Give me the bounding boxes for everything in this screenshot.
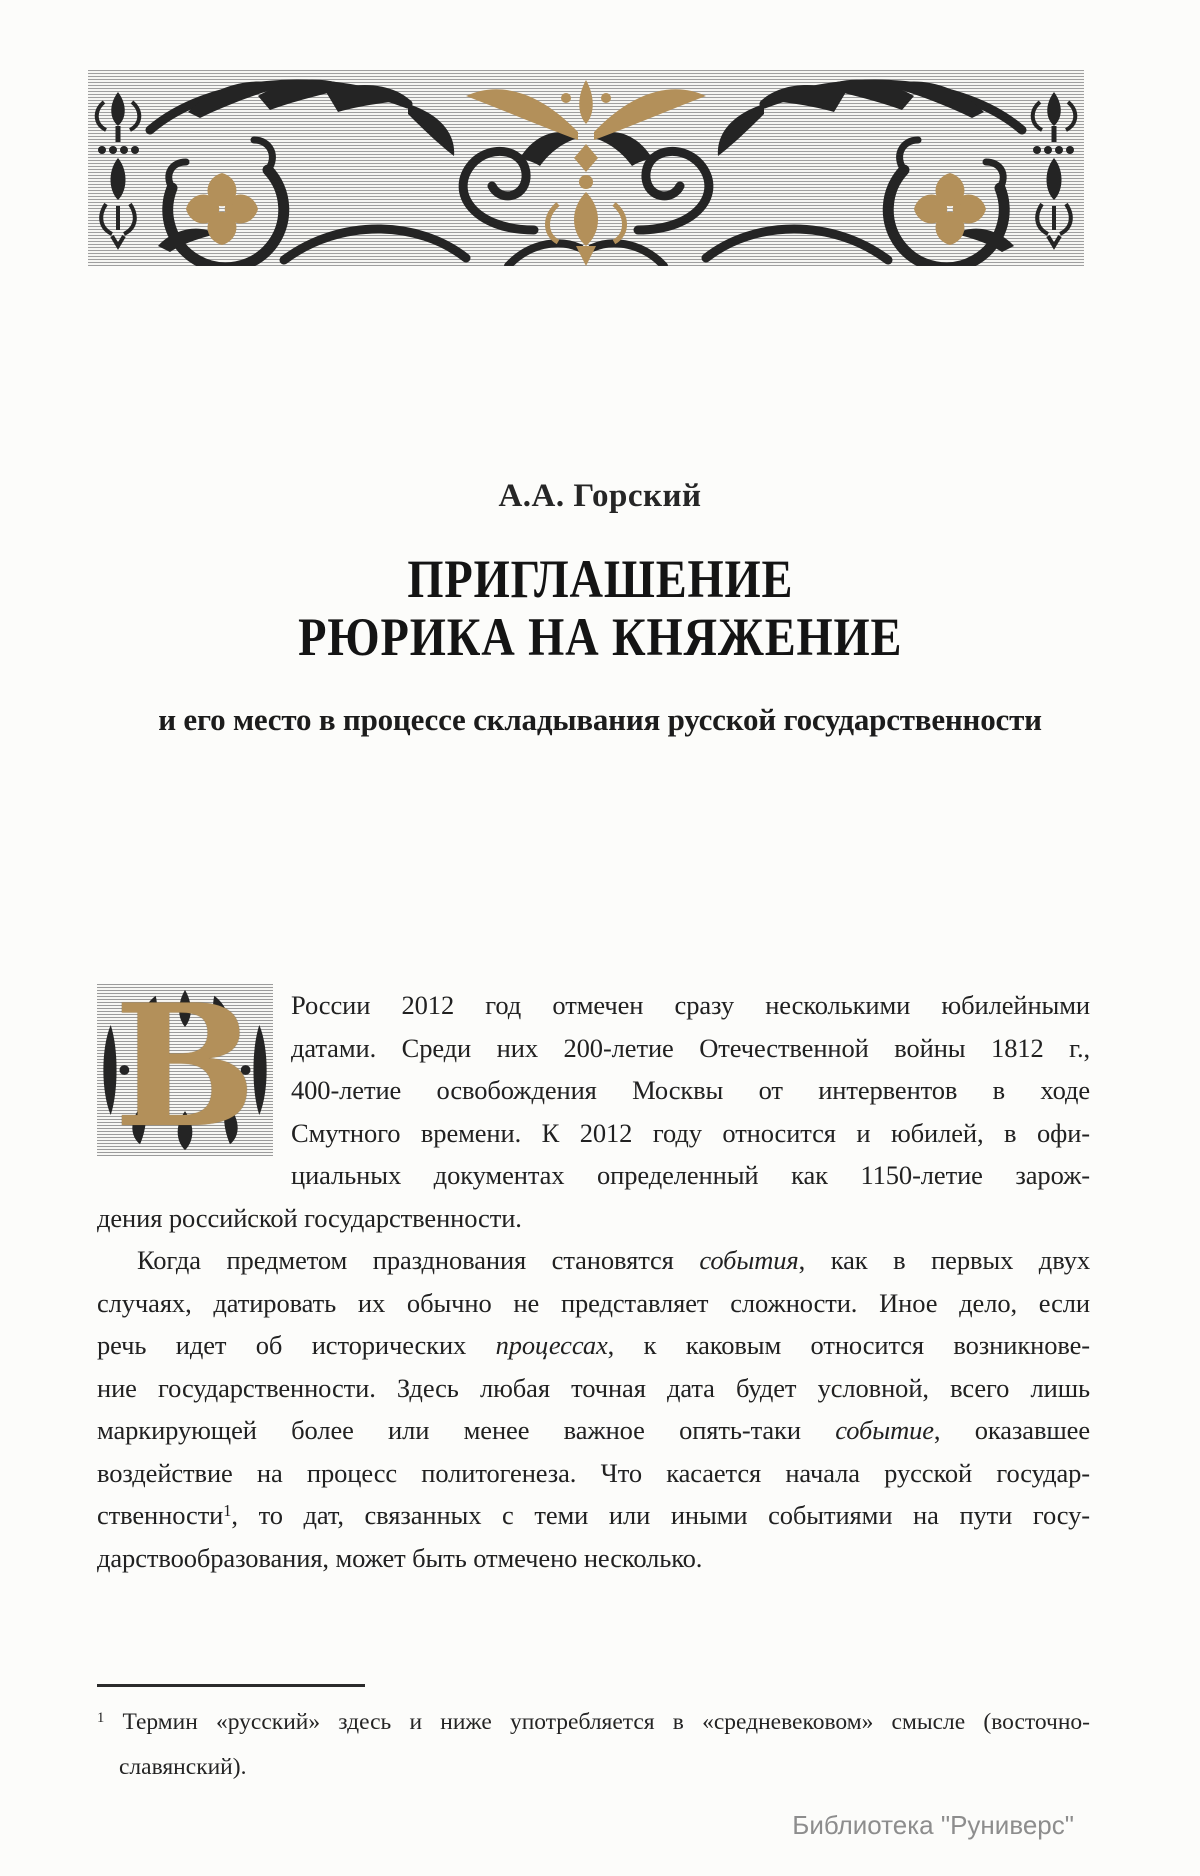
text-line [97,1409,1090,1452]
text-segment: Смутного времени. К 2012 году относится и юбилей, в офи- [291,1117,1090,1148]
article-title [0,550,1200,666]
text-segment: Когда предметом празднования становятся [137,1245,700,1275]
text-line [291,1112,1090,1155]
drop-cap-letter: В [114,967,256,1165]
text-segment: ние государственности. Здесь любая точная дата будет условной, всего лишь [97,1372,1090,1403]
author-name: А.А. Горский [498,478,702,514]
text-segment: , как в первых двух [798,1245,1090,1275]
text-segment: дарствообразования, может быть отмечено несколько. [97,1542,703,1573]
text-line [97,1494,1090,1537]
text-line [291,1069,1090,1112]
text-line [97,1282,1090,1325]
italic-segment: события [699,1245,799,1275]
text-segment: , оказавшее [933,1415,1090,1445]
text-line [97,1537,1090,1580]
text-segment: речь идет об исторических [97,1330,496,1360]
italic-segment: процессах [495,1330,608,1360]
text-line [291,984,1090,1027]
text-segment: 400-летие освобождения Москвы от интервентов в ходе [291,1075,1090,1105]
decorative-headpiece [88,70,1084,266]
text-segment: России 2012 год отмечен сразу несколькими юбилейными [291,990,1090,1020]
text-line [97,1239,1090,1282]
text-segment: воздействие на процесс политогенеза. Что касается начала русской государ- [97,1457,1090,1488]
text-line [97,1745,1090,1790]
text-segment: славянский). [119,1754,247,1780]
text-segment: ственности [97,1500,224,1530]
text-segment: случаях, датировать их обычно не представляет сложности. Иное дело, если [97,1287,1090,1318]
article-subtitle: и его место в процессе складывания русской государственности [158,702,1042,737]
text-line [291,1027,1090,1070]
superscript-marker: 1 [223,1500,232,1520]
drop-cap [97,967,273,1165]
body-text [97,967,1090,1579]
text-segment: Термин «русский» здесь и ниже употребляется в «средневековом» смысле (восточно- [104,1709,1090,1735]
text-segment: маркирующей более или менее важное опять-таки [97,1415,836,1445]
text-line [97,1324,1090,1367]
text-segment: , к каковым относится возникнове- [607,1330,1090,1360]
title-line-2: РЮРИКА НА КНЯЖЕНИЕ [297,607,903,667]
text-line [97,1700,1090,1745]
text-line [291,1154,1090,1197]
superscript-marker: 1 [97,1709,105,1726]
text-segment: , то дат, связанных с теми или иными событиями на пути госу- [231,1500,1090,1530]
text-segment: циальных документах определенный как 1150-летие зарож- [291,1160,1090,1190]
footnote [97,1700,1090,1790]
text-line [97,1197,1090,1240]
text-line [97,1452,1090,1495]
headpiece-ornament [88,70,1084,266]
footnote-rule [97,1684,365,1687]
library-watermark: Библиотека "Руниверс" [792,1810,1074,1840]
text-line [97,1367,1090,1410]
italic-segment: событие [835,1415,934,1445]
title-line-1: ПРИГЛАШЕНИЕ [407,549,793,609]
text-segment: дения российской государственности. [97,1202,522,1233]
text-segment: датами. Среди них 200-летие Отечественной войны 1812 г., [291,1032,1090,1063]
